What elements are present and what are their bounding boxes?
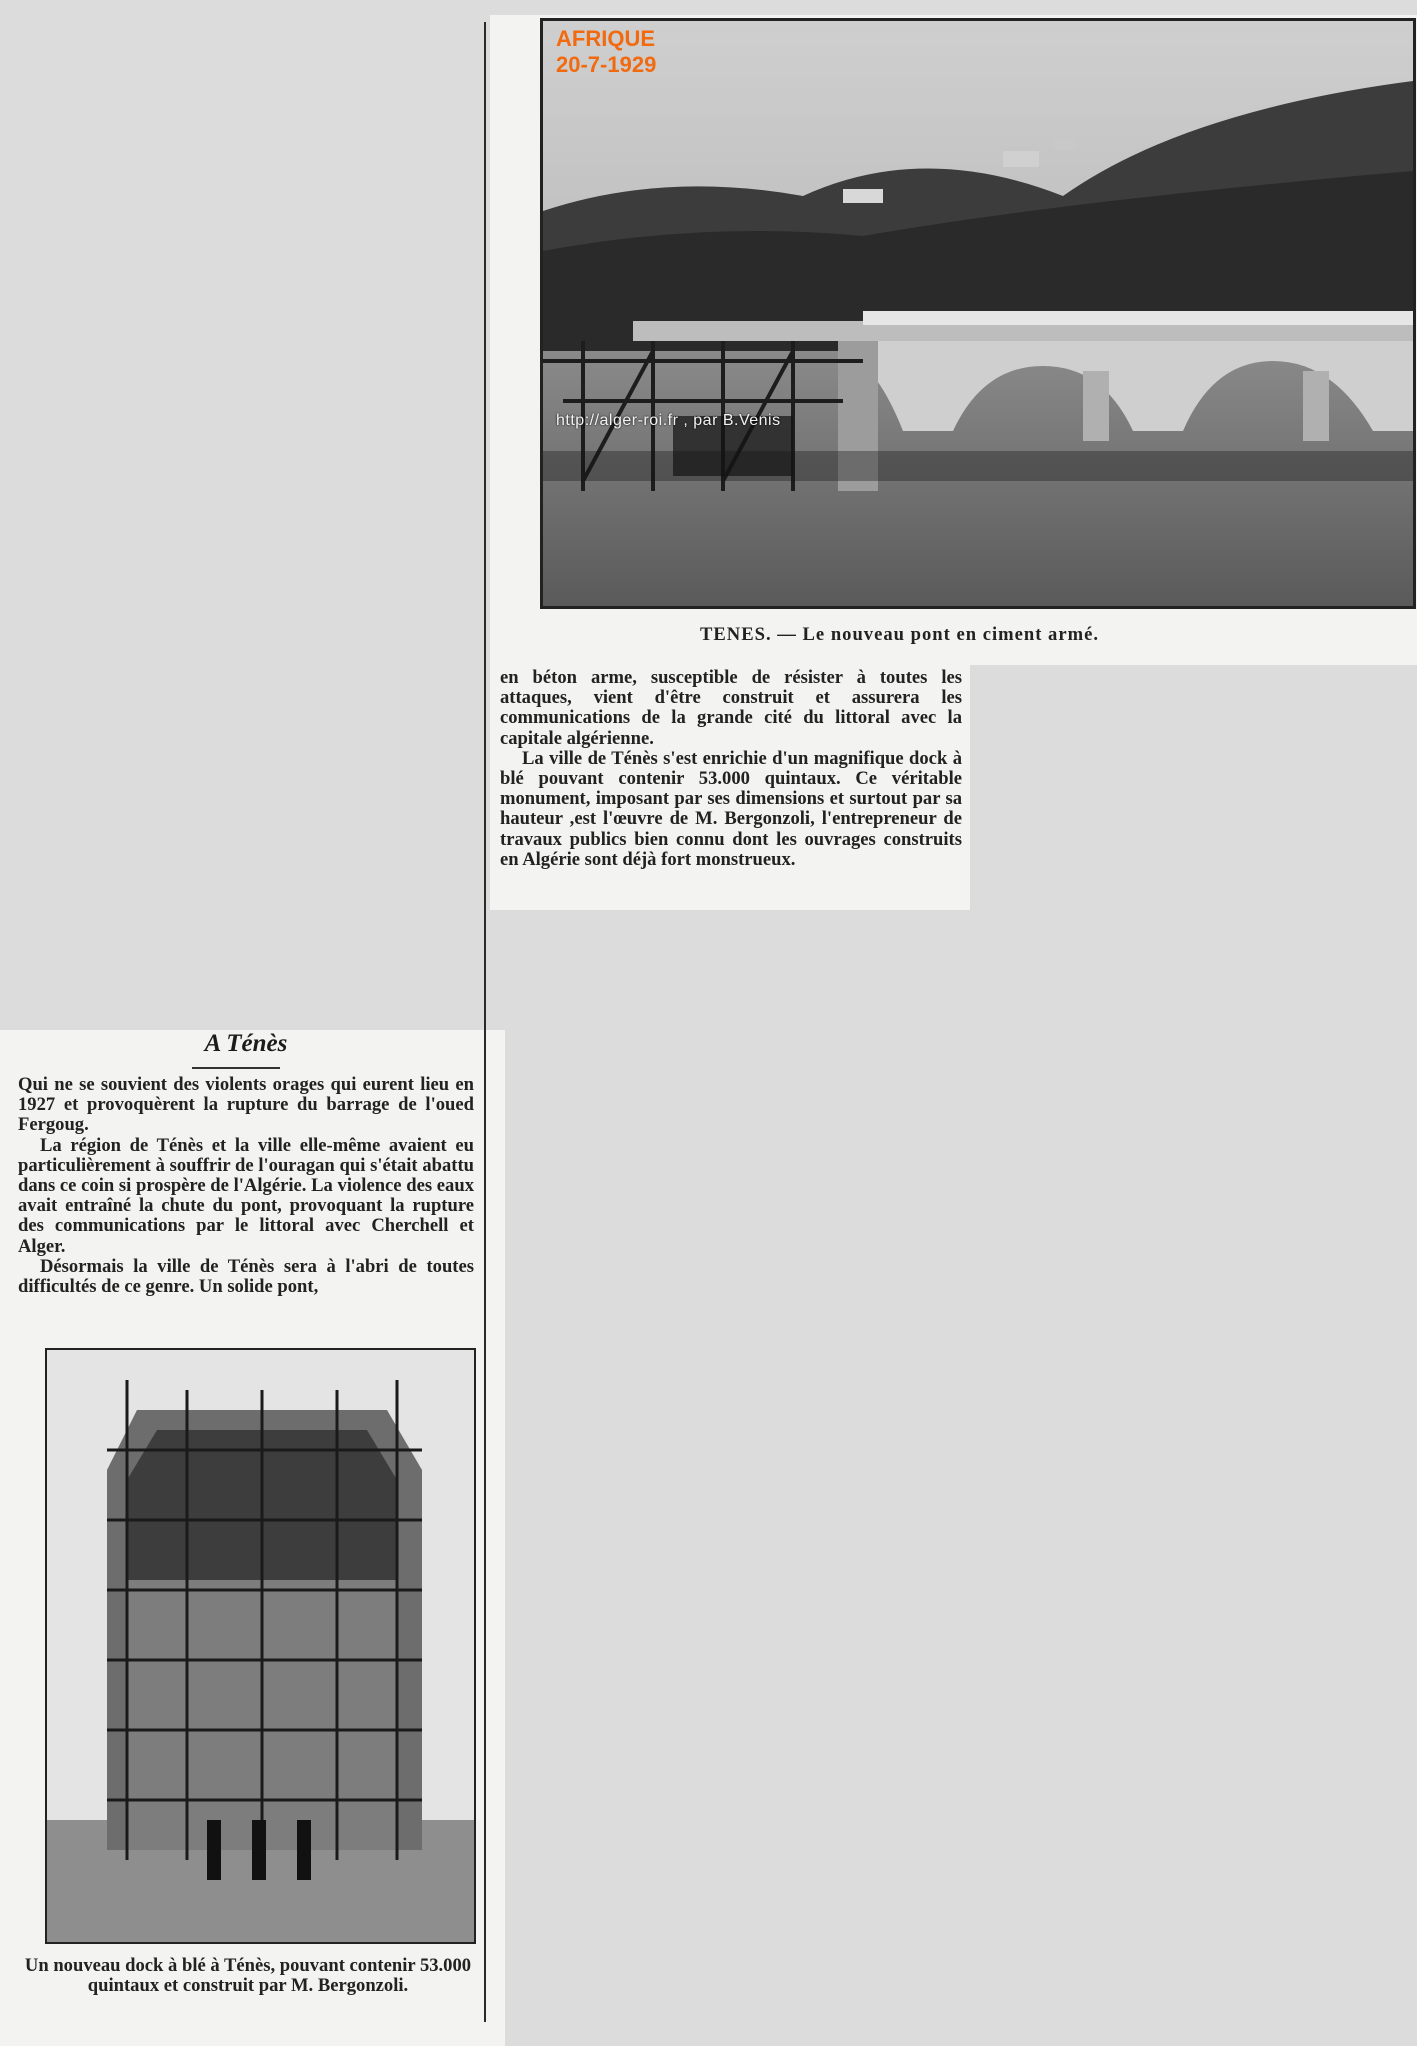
article-heading: A Ténès bbox=[204, 1030, 288, 1057]
bridge-photo bbox=[540, 18, 1416, 609]
publication-date: 20-7-1929 bbox=[556, 52, 657, 77]
grain-dock-caption: Un nouveau dock à blé à Ténès, pouvant contenir 53.000 quintaux et construit par M. Bergonzoli. bbox=[24, 1955, 472, 1996]
paragraph: La région de Ténès et la ville elle-même avaient eu particulièrement à souffrir de l'ouragan qui s'était abattu dans ce coin si prospère de l'Algérie. La violence des eaux avait entraîné la chute du pont, provoquant la rupture des communications par le littoral avec Cherchell et Alger. bbox=[18, 1134, 474, 1257]
paragraph: Désormais la ville de Ténès sera à l'abri de toutes difficultés de ce genre. Un solide pont, bbox=[18, 1255, 474, 1298]
paragraph: La ville de Ténès s'est enrichie d'un magnifique dock à blé pouvant contenir 53.000 quintaux. Ce véritable monument, imposant par ses dimensions et surtout par sa hauteur ,est l'œuvre de M. Bergonzoli, l'entrepreneur de travaux publics bien connu dont les ouvrages construits en Algérie sont déjà fort monstrueux. bbox=[500, 747, 962, 870]
paragraph: Qui ne se souvient des violents orages qui eurent lieu en 1927 et provoquèrent la rupture du barrage de l'oued Fergoug. bbox=[18, 1074, 474, 1136]
article-right-column bbox=[500, 668, 962, 870]
grain-dock-photo bbox=[45, 1348, 476, 1944]
watermark-text: http://alger-roi.fr , par B.Venis bbox=[556, 412, 781, 429]
article-left-column bbox=[18, 1075, 474, 1297]
bridge-photo-caption: TENES. — Le nouveau pont en ciment armé. bbox=[700, 624, 1099, 645]
column-rule bbox=[484, 22, 486, 2022]
paragraph: en béton arme, susceptible de résister à toutes les attaques, vient d'être construit et assurera les communications de la grande cité du littoral avec la capitale algérienne. bbox=[500, 667, 962, 749]
publication-stamp bbox=[556, 26, 656, 78]
heading-underline bbox=[192, 1067, 280, 1069]
publication-name: AFRIQUE bbox=[556, 26, 655, 51]
